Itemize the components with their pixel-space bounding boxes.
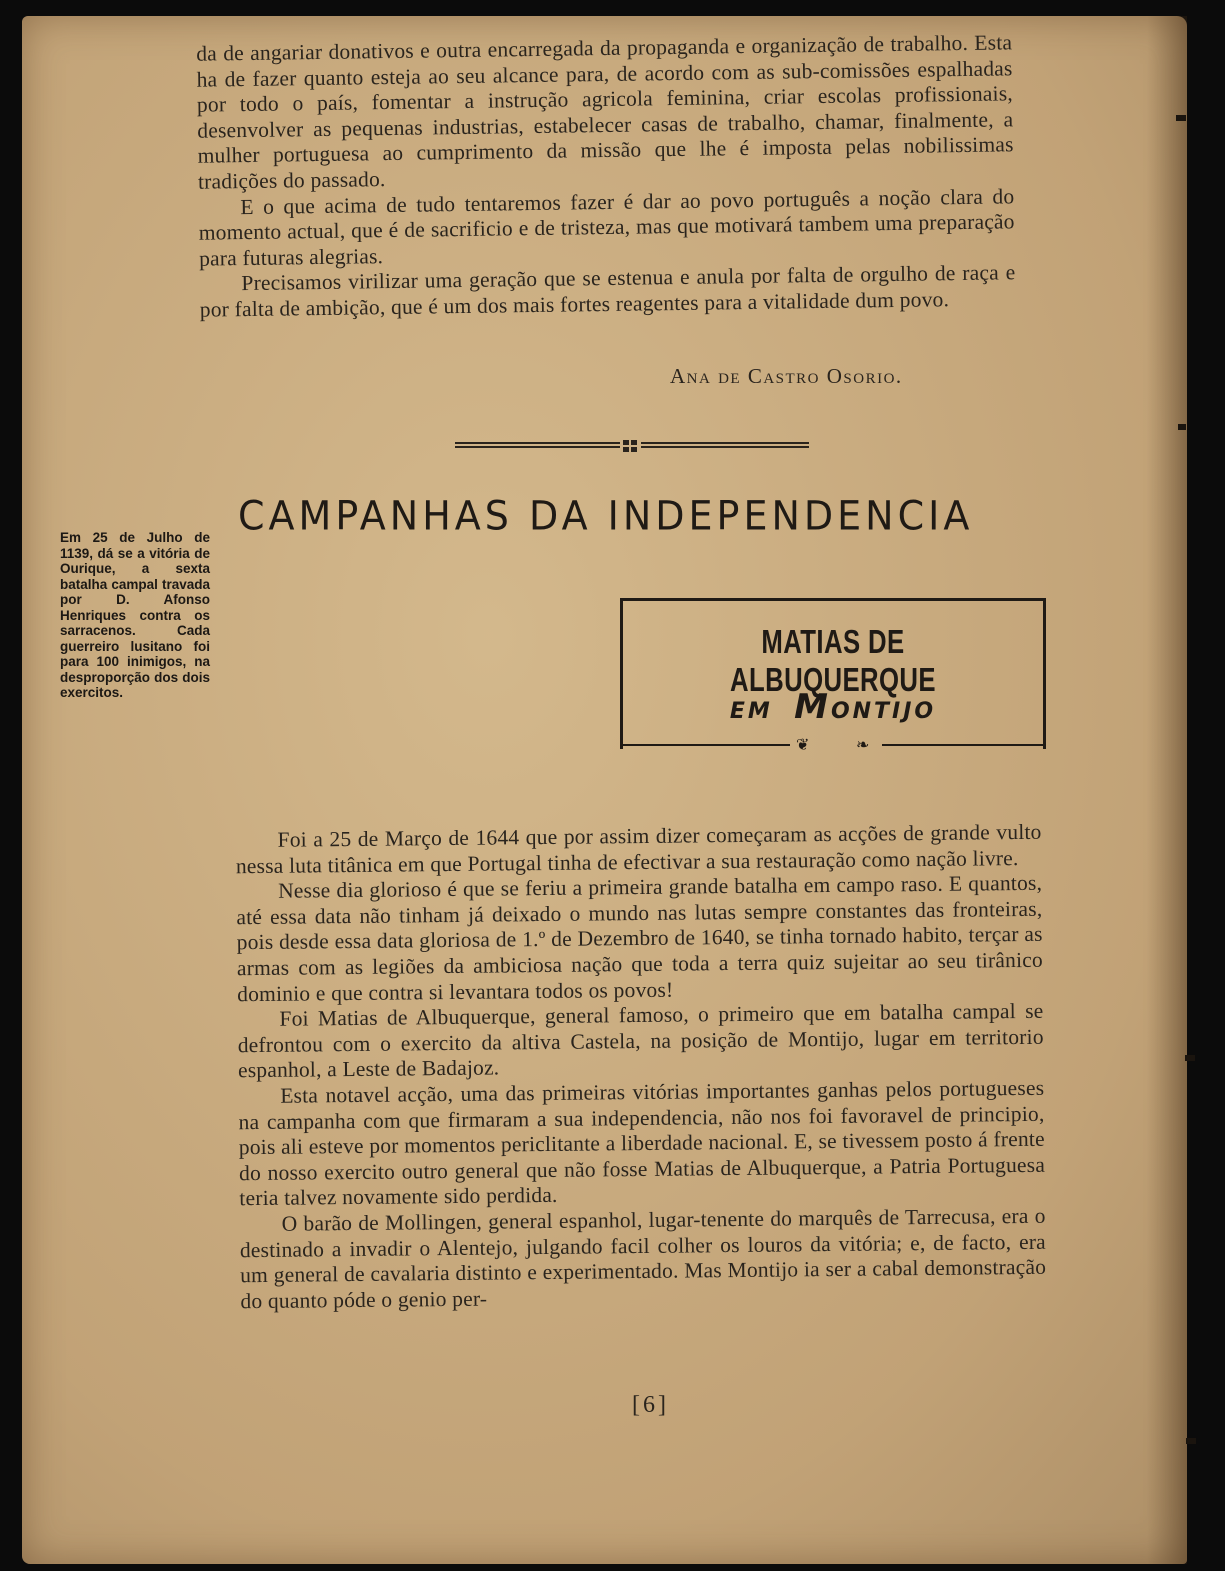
subtitle-em: EM <box>729 699 773 724</box>
main-paragraph-4: Esta notavel acção, uma das primeiras vitórias importantes ganhas pelos portugueses na campanha com que firmaram a sua independencia, não nos foi favoravel de principio, pois ali esteve por momentos periclitante a liberdade nacional. E, se tivessem posto á frente do nosso exercito outro general que não fosse Matias de Albuquerque, a Patria Portuguesa teria talvez novamente sido perdida. <box>238 1075 1046 1211</box>
main-paragraph-2: Nesse dia glorioso é que se feriu a primeira grande batalha em campo raso. E quantos, até essa data não tinham já deixado o mundo nas lutas sempre constantes das fronteiras, pois desde essa data gloriosa de 1.º de Dezembro de 1640, se tinha tornado habito, terçar as armas com as legiões da ambiciosa nação que toda a terra quiz sujeitar ao seu tirânico dominio e que contra si levantara todos os povos! <box>236 870 1044 1006</box>
binding-hole <box>1186 1438 1196 1444</box>
subtitle-name: MATIAS DE ALBUQUERQUE <box>730 623 936 698</box>
top-paragraph-3: Precisamos virilizar uma geração que se estenua e anula por falta de orgulho de raça e por falta de ambição, que é um dos mais fortes reagentes para a vitalidade dum povo. <box>199 260 1016 322</box>
binding-hole <box>1185 1055 1195 1061</box>
top-article <box>196 30 1016 323</box>
ornamental-divider <box>455 438 810 452</box>
subtitle-frame <box>620 598 1046 749</box>
author-signature: Ana de Castro Osorio. <box>670 364 903 388</box>
main-paragraph-5: O barão de Mollingen, general espanhol, lugar-tenente do marquês de Tarrecusa, era o destinado a invadir o Alentejo, julgando facil colher os louros da vitória; e, de facto, era um general de cavalaria distinto e experimentado. Mas Montijo ia ser a cabal demonstração do quanto póde o genio per- <box>239 1203 1047 1313</box>
subtitle-place <box>623 687 1043 727</box>
binding-hole <box>1178 424 1186 430</box>
main-paragraph-3: Foi Matias de Albuquerque, general famoso, o primeiro que em batalha campal se defrontou com o exercito da altiva Castela, na posição de Montijo, lugar em territorio espanhol, a Leste de Badajoz. <box>237 998 1044 1083</box>
top-paragraph-2: E o que acima de tudo tentaremos fazer é dar ao povo português a noção clara do momento actual, que é de sacrificio e de tristeza, mas que motivará tambem uma preparação para futuras alegrias. <box>198 183 1015 271</box>
subtitle-rest: ONTIJO <box>830 699 937 724</box>
top-paragraph-1: da de angariar donativos e outra encarregada da propaganda e organização de trabalho. Esta ha de fazer quanto esteja ao seu alcance para, de acordo com as sub-comissões espalhadas por todo o país, fomentar a instrução agricola feminina, criar escolas profissionais, desenvolver as pequenas industrias, estabelecer casas de trabalho, chamar, finalmente, a mulher portuguesa ao cumprimento da missão que lhe é imposta pelas nobilissimas tradições do passado. <box>196 30 1014 194</box>
ornament-right-icon: ❧ <box>856 735 870 754</box>
ornament-left-icon: ❦ <box>796 735 810 754</box>
section-title: CAMPANHAS DA INDEPENDENCIA <box>238 492 974 540</box>
subtitle-initial: M <box>794 687 831 727</box>
page-number: [6] <box>632 1392 669 1418</box>
subtitle-frame-bottom <box>620 735 1046 756</box>
main-paragraph-1: Foi a 25 de Março de 1644 que por assim dizer começaram as acções de grande vulto nessa luta titânica em que Portugal tinha de efectivar a sua restauração como nação livre. <box>235 819 1042 878</box>
sidebar-note: Em 25 de Julho de 1139, dá se a vitória de Ourique, a sexta batalha campal travada por D. Afonso Henriques contra os sarracenos. Cada guerreiro lusitano foi para 100 inimigos, na desproporção dos dois exercitos. <box>60 530 210 700</box>
binding-hole <box>1176 115 1186 121</box>
main-article <box>235 820 1046 1315</box>
